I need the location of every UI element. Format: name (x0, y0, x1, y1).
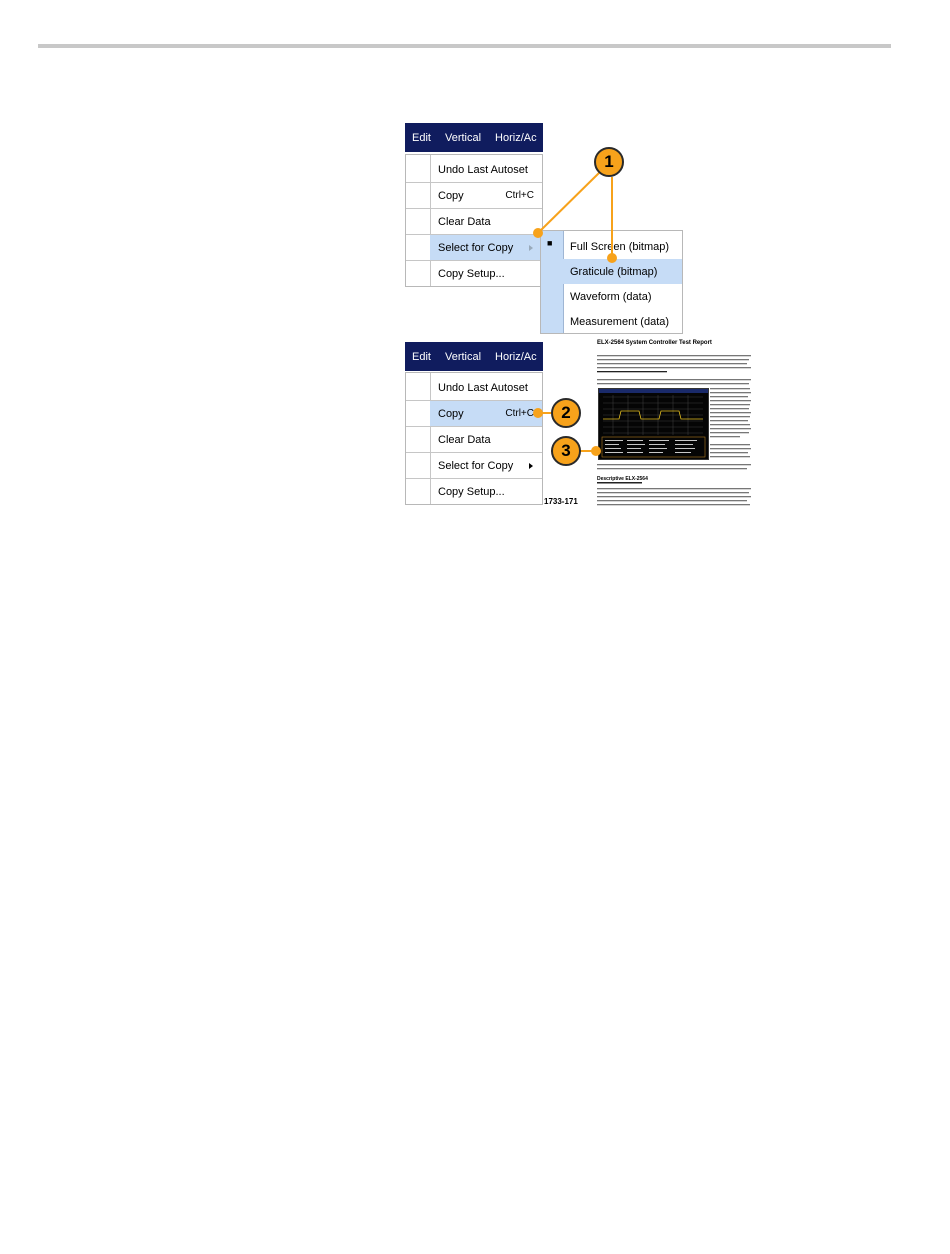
callout-2: 2 (551, 398, 581, 428)
checkmark-icon: ■ (547, 238, 553, 248)
menu-edit[interactable]: Edit (412, 350, 431, 363)
submenu-item-full-screen[interactable]: Full Screen (bitmap) (570, 240, 670, 253)
figure-label: 1733-171 (544, 497, 578, 506)
menu-item-copy[interactable]: Copy Ctrl+C (438, 189, 534, 202)
menu-item-clear-data[interactable]: Clear Data (438, 433, 491, 446)
leader-1-to-select-for-copy (538, 170, 602, 233)
menu-item-undo-last-autoset[interactable]: Undo Last Autoset (438, 163, 528, 176)
submenu-item-waveform[interactable]: Waveform (data) (570, 290, 652, 303)
menu-vertical[interactable]: Vertical (444, 350, 482, 363)
callout-3: 3 (551, 436, 581, 466)
menu-horiz-acq[interactable]: Horiz/Ac (495, 131, 537, 144)
menu-vertical[interactable]: Vertical (444, 131, 482, 144)
menu-item-clear-data[interactable]: Clear Data (438, 215, 491, 228)
menu-item-copy-setup[interactable]: Copy Setup... (438, 485, 505, 498)
submenu-item-measurement[interactable]: Measurement (data) (570, 315, 670, 328)
menu-edit[interactable]: Edit (412, 131, 431, 144)
callout-1: 1 (594, 147, 624, 177)
menu-item-select-for-copy[interactable]: Select for Copy (430, 235, 542, 260)
menu-item-select-for-copy[interactable]: Select for Copy (430, 453, 542, 478)
menu-item-copy[interactable]: Copy Ctrl+C (430, 401, 542, 426)
menu-item-undo-last-autoset[interactable]: Undo Last Autoset (438, 381, 528, 394)
report-title: ELX-2564 System Controller Test Report (597, 340, 712, 346)
submenu-item-graticule[interactable]: Graticule (bitmap) (563, 259, 682, 284)
menu-horiz-acq[interactable]: Horiz/Ac (495, 350, 537, 363)
report-subtitle: Descriptive ELX-2564 (597, 476, 648, 482)
menu-item-copy-setup[interactable]: Copy Setup... (438, 267, 505, 280)
